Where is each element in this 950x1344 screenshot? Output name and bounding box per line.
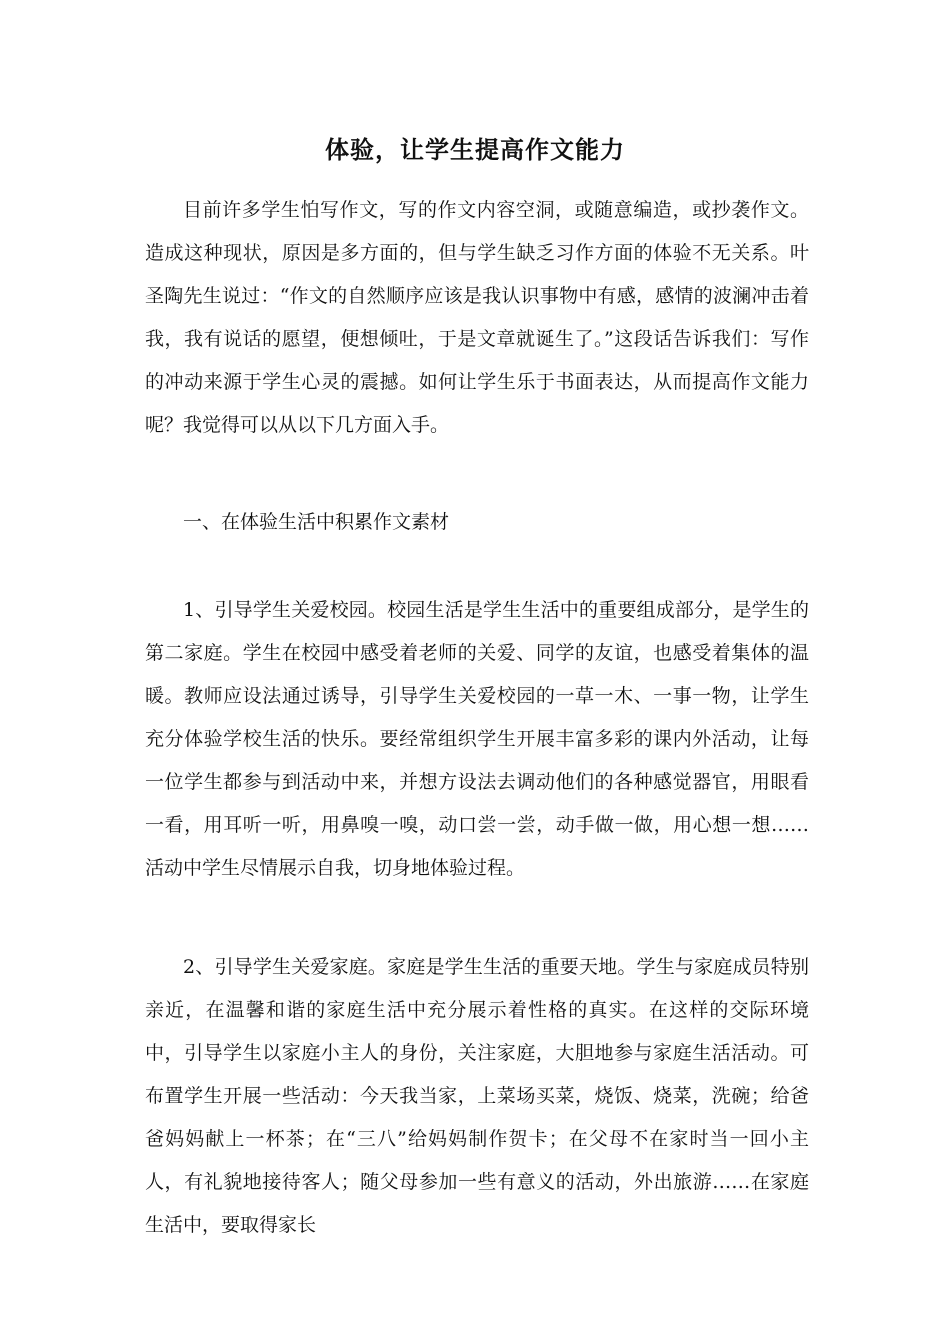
paragraph-campus: 1、引导学生关爱校园。校园生活是学生生活中的重要组成部分，是学生的第二家庭。学生在校园中感受着老师的关爱、同学的友谊，也感受着集体的温暖。教师应设法通过诱导，引导学生关爱校园的一草一木、一事一物，让学生充分体验学校生活的快乐。要经常组织学生开展丰富多彩的课内外活动，让每一位学生都参与到活动中来，并想方设法去调动他们的各种感觉器官，用眼看一看，用耳听一听，用鼻嗅一嗅，动口尝一尝，动手做一做，用心想一想……活动中学生尽情展示自我，切身地体验过程。 — [145, 599, 809, 879]
paragraph-family: 2、引导学生关爱家庭。家庭是学生生活的重要天地。学生与家庭成员特别亲近，在温馨和谐的家庭生活中充分展示着性格的真实。在这样的交际环境中，引导学生以家庭小主人的身份，关注家庭，大胆地参与家庭生活活动。可布置学生开展一些活动：今天我当家，上菜场买菜，烧饭、烧菜，洗碗；给爸爸妈妈献上一杯茶；在“三八”给妈妈制作贺卡；在父母不在家时当一回小主人，有礼貌地接待客人；随父母参加一些有意义的活动，外出旅游……在家庭生活中，要取得家长 — [145, 956, 809, 1236]
intro-paragraph: 目前许多学生怕写作文，写的作文内容空洞，或随意编造，或抄袭作文。造成这种现状，原因是多方面的，但与学生缺乏习作方面的体验不无关系。叶圣陶先生说过：“作文的自然顺序应该是我认识事物中有感，感情的波澜冲击着我，我有说话的愿望，便想倾吐，于是文章就诞生了。”这段话告诉我们：写作的冲动来源于学生心灵的震撼。如何让学生乐于书面表达，从而提高作文能力呢？我觉得可以从以下几方面入手。 — [145, 199, 809, 436]
section-heading: 一、在体验生活中积累作文素材 — [183, 511, 450, 533]
document-title: 体验，让学生提高作文能力 — [325, 135, 625, 164]
